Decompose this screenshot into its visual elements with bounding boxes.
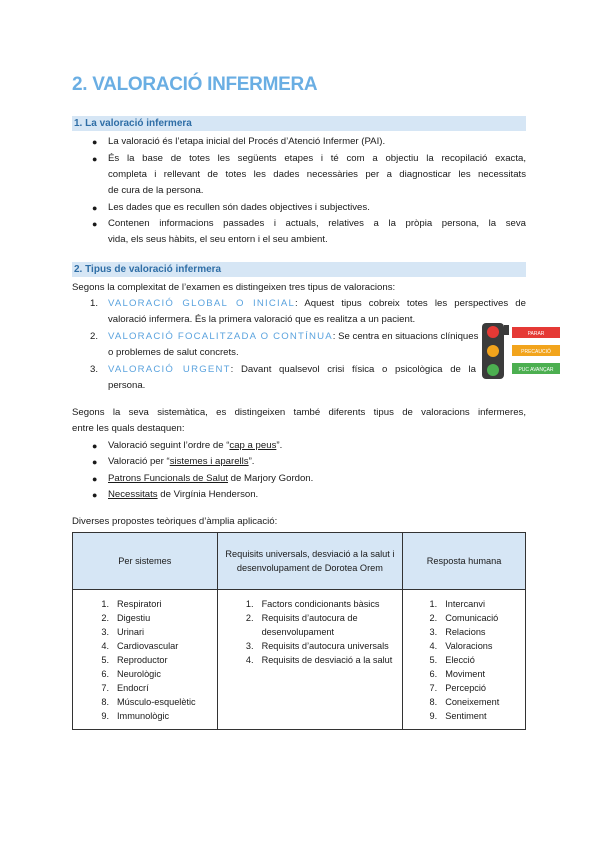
column-per-sistemes	[73, 590, 218, 730]
section-title: La valoració infermera	[85, 118, 192, 129]
amber-light	[487, 345, 499, 357]
list-item: 3. Requisits d’autocura universals	[245, 641, 389, 651]
bullet-icon: ●	[92, 441, 98, 451]
systematic-item: Patrons Funcionals de Salut de Marjory Gordon.	[108, 473, 314, 484]
valoration-type-label: VALORACIÓ URGENT	[108, 364, 231, 375]
list-item: 2. Comunicació	[429, 613, 499, 623]
section-number: 2.	[74, 264, 83, 275]
systematic-item: Necessitats de Virgínia Henderson.	[108, 489, 259, 500]
list-item: 3. Urinari	[101, 627, 145, 637]
intro-text: Segons la complexitat de l’examen es distingeixen tres tipus de valoracions:	[72, 282, 396, 293]
systematic-intro: entre les quals destaquen:	[72, 423, 185, 434]
list-item: 2. Digestiu	[101, 613, 151, 623]
list-item: 7. Endocrí	[101, 683, 149, 693]
bullet-text: És la base de totes les següents etapes i té com a objectiu la recopilació exacta,	[108, 153, 526, 164]
valoration-type-line: VALORACIÓ URGENT: Davant qualsevol crisi física o psicològica de la	[108, 364, 476, 375]
bullet-text: vida, els seus hàbits, el seu entorn i el seu ambient.	[108, 234, 328, 245]
bullet-text: completa i rellevant de totes les dades necessàries per a diagnosticar les necessitats	[108, 169, 526, 180]
valoration-type-desc: persona.	[108, 380, 146, 391]
list-number: 3.	[90, 364, 99, 375]
theory-table	[72, 532, 526, 730]
list-item: 4. Cardiovascular	[101, 641, 179, 651]
link-sistemes-aparells[interactable]: sistemes i aparells	[169, 456, 249, 467]
systematic-item: Valoració seguint l’ordre de “cap a peus”.	[108, 440, 283, 451]
bullet-text: Contenen informacions passades i actuals, relatives a la pròpia persona, la seva	[108, 218, 526, 229]
list-number: 1.	[90, 298, 99, 309]
bullet-icon: ●	[92, 203, 98, 213]
traffic-light-visor	[504, 325, 509, 335]
valoration-type-line: VALORACIÓ FOCALITZADA O CONTÍNUA: Se centra en situacions clíniques	[108, 331, 479, 342]
list-item: 7. Percepció	[429, 683, 487, 693]
valoration-type-desc: o problemes de salut concrets.	[108, 347, 239, 358]
traffic-light-image	[482, 323, 560, 379]
amber-label: PRECAUCIÓ	[521, 349, 551, 355]
list-item: 4. Valoracions	[429, 641, 493, 651]
valoration-type-line: VALORACIÓ GLOBAL O INICIAL: Aquest tipus cobreix totes les perspectives de	[108, 298, 526, 309]
link-necessitats[interactable]: Necessitats	[108, 489, 158, 500]
column-resposta-humana	[403, 590, 526, 730]
section-heading-1	[72, 116, 526, 131]
list-item: 1. Factors condicionants bàsics	[245, 599, 380, 609]
list-item: 5. Reproductor	[101, 655, 168, 665]
list-item: 1. Intercanvi	[429, 599, 486, 609]
bullet-icon: ●	[92, 137, 98, 147]
valoration-type-label: VALORACIÓ GLOBAL O INICIAL	[108, 298, 296, 309]
list-item: 1. Respiratori	[101, 599, 162, 609]
green-light	[487, 364, 499, 376]
list-item: 4. Requisits de desviació a la salut	[245, 655, 393, 665]
table-header: Resposta humana	[403, 533, 526, 590]
list-item: 8. Músculo-esquelètic	[101, 697, 196, 707]
list-item: 9. Immunològic	[101, 711, 170, 721]
list-item: 9. Sentiment	[429, 711, 487, 721]
section-number: 1.	[74, 118, 83, 129]
valoration-type-label: VALORACIÓ FOCALITZADA O CONTÍNUA	[108, 331, 333, 342]
page-title: 2. VALORACIÓ INFERMERA	[72, 74, 318, 95]
red-label: PARAR	[527, 331, 545, 337]
column-dorotea-orem	[217, 590, 403, 730]
bullet-text: La valoració és l’etapa inicial del Procés d’Atenció Infermer (PAI).	[108, 136, 386, 147]
bullet-text: Les dades que es recullen són dades objectives i subjectives.	[108, 202, 370, 213]
list-item: 6. Neurològic	[101, 669, 161, 679]
bullet-icon: ●	[92, 490, 98, 500]
bullet-icon: ●	[92, 474, 98, 484]
list-item: 3. Relacions	[429, 627, 486, 637]
section-heading-2	[72, 262, 526, 277]
list-item: 2. Requisits d’autocura de desenvolupament	[245, 613, 358, 637]
systematic-intro: Segons la seva sistemàtica, es distingeixen també diferents tipus de valoracions infermeres,	[72, 407, 526, 418]
green-label: PUC AVANÇAR	[518, 367, 554, 373]
bullet-icon: ●	[92, 457, 98, 467]
list-item: 5. Elecció	[429, 655, 475, 665]
list-item: 6. Moviment	[429, 669, 486, 679]
list-item: 8. Coneixement	[429, 697, 500, 707]
bullet-icon: ●	[92, 219, 98, 229]
red-light	[487, 326, 499, 338]
bullet-icon: ●	[92, 154, 98, 164]
section-title: Tipus de valoració infermera	[85, 264, 222, 275]
table-header-row	[73, 533, 526, 590]
table-intro: Diverses propostes teòriques d’àmplia aplicació:	[72, 516, 278, 527]
table-row	[73, 590, 526, 730]
systematic-item: Valoració per “sistemes i aparells”.	[108, 456, 255, 467]
list-number: 2.	[90, 331, 99, 342]
bullet-text: de cura de la persona.	[108, 185, 204, 196]
valoration-type-desc: valoració infermera. És la primera valoració que es realitza a un pacient.	[108, 314, 416, 325]
link-patrons-funcionals[interactable]: Patrons Funcionals de Salut	[108, 473, 228, 484]
link-cap-a-peus[interactable]: cap a peus	[229, 440, 277, 451]
table-header: Per sistemes	[73, 533, 218, 590]
table-header: Requisits universals, desviació a la salut i desenvolupament de Dorotea Orem	[217, 533, 403, 590]
